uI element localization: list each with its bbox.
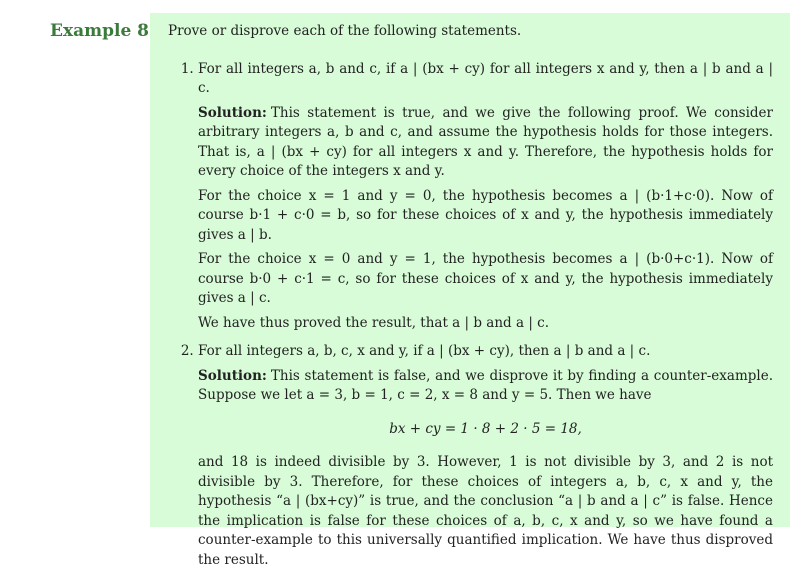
- example-label: Example 8: [50, 21, 149, 41]
- statement-item-1: [198, 60, 790, 334]
- solution-label: Solution:: [198, 105, 267, 121]
- solution-1-paragraph-4: We have thus proved the result, that a | b and a | c.: [198, 314, 773, 334]
- intro-text: Prove or disprove each of the following statements.: [168, 22, 790, 42]
- example-panel: [150, 13, 790, 527]
- statement-1: 1. For all integers a, b and c, if a | (bx + cy) for all integers x and y, then a | b and a | c.: [198, 60, 773, 99]
- solution-1-paragraph-3: For the choice x = 0 and y = 1, the hypothesis becomes a | (b·0+c·1). Now of course b·0 + c·1 = c, so for these choices of x and y, the hypothesis immediately gives a | c.: [198, 250, 773, 309]
- display-equation: bx + cy = 1 · 8 + 2 · 5 = 18,: [198, 420, 773, 440]
- solution-1-paragraph-2: For the choice x = 1 and y = 0, the hypothesis becomes a | (b·1+c·0). Now of course b·1 + c·0 = b, so for these choices of x and y, the hypothesis immediately gives a | b.: [198, 187, 773, 246]
- statement-2: 2. For all integers a, b, c, x and y, if a | (bx + cy), then a | b and a | c.: [198, 342, 773, 362]
- solution-1-paragraph-1: Solution: This statement is true, and we give the following proof. We consider arbitrary integers a, b and c, and assume the hypothesis holds for those integers. That is, a | (bx + cy) for all integers x and y. Therefore, the hypothesis holds for every choice of the integers x and y.: [198, 104, 773, 182]
- statement-list: [168, 60, 790, 570]
- statement-item-2: [198, 342, 790, 570]
- solution-2-paragraph-1: Solution: This statement is false, and we disprove it by finding a counter-example. Suppose we let a = 3, b = 1, c = 2, x = 8 and y = 5. Then we have: [198, 367, 773, 406]
- solution-2-closing: and 18 is indeed divisible by 3. However, 1 is not divisible by 3, and 2 is not divisible by 3. Therefore, for these choices of integers a, b, c, x and y, the hypothesis “a | (bx+cy)” is true, and the conclusion “a | b and a | c” is false. Hence the implication is false for these choices of a, b, c, x and y, so we have found a counter-example to this universally quantified implication. We have thus disproved the result.: [198, 453, 773, 570]
- solution-label: Solution:: [198, 368, 267, 384]
